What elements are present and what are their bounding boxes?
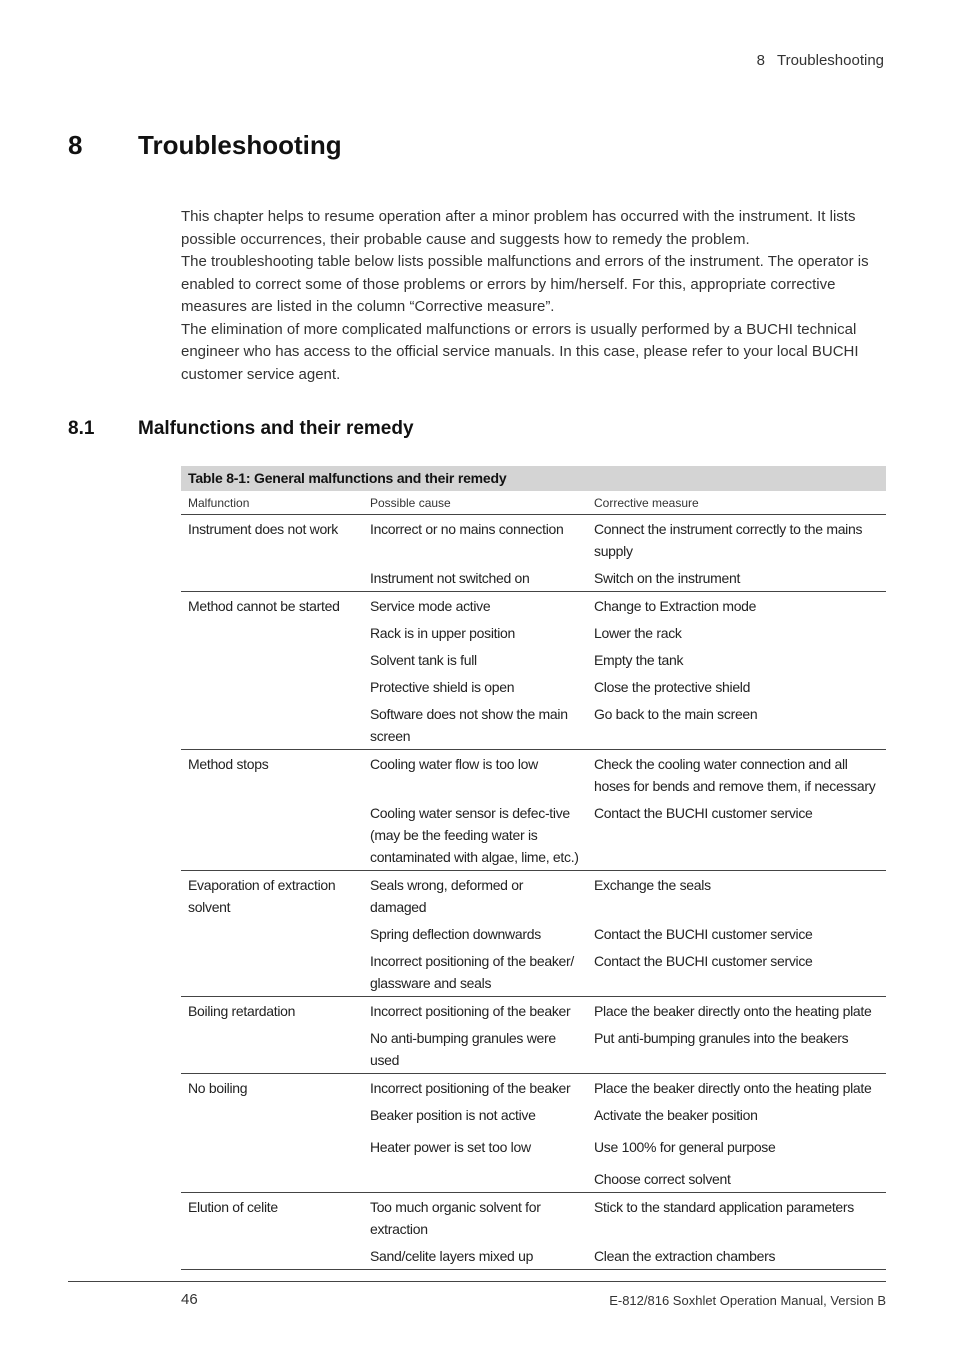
measure-cell: Connect the instrument correctly to the mains supply xyxy=(594,521,863,559)
measure-cell: Choose correct solvent xyxy=(587,1160,886,1193)
measure-cell: Check the cooling water connection and all hoses for bends and remove them, if necessary xyxy=(594,756,876,794)
column-header-possible-cause: Possible cause xyxy=(363,491,587,515)
malfunction-cell xyxy=(181,564,363,592)
measure-cell: Exchange the seals xyxy=(594,877,711,893)
cause-cell xyxy=(363,1160,587,1193)
table-header-row xyxy=(181,491,886,515)
cause-cell: Incorrect or no mains connection xyxy=(370,521,564,537)
intro-text xyxy=(181,206,886,386)
table-row xyxy=(181,673,886,700)
running-header-chapter-title: Troubleshooting xyxy=(776,52,884,69)
malfunction-cell: Evaporation of extraction solvent xyxy=(188,877,336,915)
page-number: 46 xyxy=(181,1291,198,1308)
measure-cell: Close the protective shield xyxy=(594,679,751,695)
cause-cell: Instrument not switched on xyxy=(363,564,587,592)
chapter-number: 8 xyxy=(68,130,83,160)
table-row xyxy=(181,871,886,921)
cause-cell: No anti-bumping granules were used xyxy=(363,1024,587,1074)
running-header-chapter-number: 8 xyxy=(756,52,765,69)
measure-cell: Place the beaker directly onto the heating plate xyxy=(594,1080,872,1096)
table-row xyxy=(181,1193,886,1243)
cause-cell: Rack is in upper position xyxy=(370,625,516,641)
measure-cell: Use 100% for general purpose xyxy=(594,1139,776,1155)
table-row xyxy=(181,700,886,750)
table-row xyxy=(181,947,886,997)
malfunction-cell xyxy=(181,673,363,700)
malfunction-cell: Method cannot be started xyxy=(188,598,340,614)
table-row xyxy=(181,750,886,800)
malfunction-cell xyxy=(181,1024,363,1074)
malfunction-cell xyxy=(181,1101,363,1128)
table-caption: Table 8-1: General malfunctions and their remedy xyxy=(181,466,886,491)
cause-cell: Beaker position is not active xyxy=(370,1107,536,1123)
intro-paragraph: The elimination of more complicated malfunctions or errors is usually performed by a BUCHI technical engineer who has access to the official service manuals. In this case, please refer to your local BUCHI customer service agent. xyxy=(181,320,859,383)
table-row xyxy=(181,619,886,646)
cause-cell: Sand/celite layers mixed up xyxy=(363,1242,587,1270)
measure-cell: Contact the BUCHI customer service xyxy=(587,799,886,871)
measure-cell: Go back to the main screen xyxy=(587,700,886,750)
measure-cell: Put anti-bumping granules into the beakers xyxy=(587,1024,886,1074)
cause-cell: Cooling water flow is too low xyxy=(370,756,538,772)
table-row xyxy=(181,1160,886,1193)
cause-cell: Solvent tank is full xyxy=(370,652,477,668)
malfunction-cell xyxy=(181,1242,363,1270)
table-row xyxy=(181,1128,886,1160)
table-row xyxy=(181,592,886,620)
table-row xyxy=(181,920,886,947)
malfunction-cell xyxy=(181,646,363,673)
column-header-corrective-measure: Corrective measure xyxy=(587,491,886,515)
cause-cell: Protective shield is open xyxy=(370,679,515,695)
footer-divider xyxy=(68,1281,886,1282)
measure-cell: Empty the tank xyxy=(594,652,684,668)
malfunction-cell xyxy=(181,947,363,997)
table-body xyxy=(181,491,886,1270)
measure-cell: Contact the BUCHI customer service xyxy=(587,947,886,997)
malfunction-cell xyxy=(181,920,363,947)
cause-cell: Heater power is set too low xyxy=(370,1139,531,1155)
malfunction-cell: Method stops xyxy=(188,756,269,772)
malfunction-cell: Instrument does not work xyxy=(188,521,338,537)
measure-cell: Change to Extraction mode xyxy=(594,598,757,614)
table-row xyxy=(181,1074,886,1102)
column-header-malfunction: Malfunction xyxy=(181,491,363,515)
measure-cell: Stick to the standard application parameters xyxy=(594,1199,854,1215)
measure-cell: Switch on the instrument xyxy=(587,564,886,592)
cause-cell: Software does not show the main screen xyxy=(363,700,587,750)
malfunction-cell: Boiling retardation xyxy=(188,1003,296,1019)
table-row xyxy=(181,1101,886,1128)
cause-cell: Cooling water sensor is defec-tive (may be the feeding water is contaminated with algae, lime, etc.) xyxy=(363,799,587,871)
intro-paragraph: This chapter helps to resume operation after a minor problem has occurred with the instrument. It lists possible occurrences, their probable cause and suggests how to remedy the problem. xyxy=(181,208,856,248)
cause-cell: Too much organic solvent for extraction xyxy=(370,1199,541,1237)
malfunction-cell xyxy=(181,1160,363,1193)
section-title: Malfunctions and their remedy xyxy=(138,418,414,439)
measure-cell: Clean the extraction chambers xyxy=(587,1242,886,1270)
malfunction-cell xyxy=(181,1128,363,1160)
malfunction-cell: Elution of celite xyxy=(188,1199,278,1215)
table-row xyxy=(181,1024,886,1074)
cause-cell: Incorrect positioning of the beaker xyxy=(370,1080,571,1096)
malfunction-cell xyxy=(181,619,363,646)
table-row xyxy=(181,997,886,1025)
table-row xyxy=(181,1242,886,1270)
malfunctions-table xyxy=(181,466,886,1270)
document-title: E-812/816 Soxhlet Operation Manual, Version B xyxy=(609,1293,886,1308)
section-number: 8.1 xyxy=(68,418,95,439)
table-row xyxy=(181,799,886,871)
running-header xyxy=(757,52,884,69)
chapter-title: Troubleshooting xyxy=(138,130,342,160)
malfunction-cell xyxy=(181,799,363,871)
measure-cell: Activate the beaker position xyxy=(594,1107,758,1123)
measure-cell: Contact the BUCHI customer service xyxy=(594,926,813,942)
cause-cell: Service mode active xyxy=(370,598,491,614)
table-row xyxy=(181,646,886,673)
cause-cell: Seals wrong, deformed or damaged xyxy=(370,877,524,915)
malfunction-cell xyxy=(181,700,363,750)
malfunction-cell: No boiling xyxy=(188,1080,248,1096)
measure-cell: Place the beaker directly onto the heating plate xyxy=(594,1003,872,1019)
table-row xyxy=(181,515,886,565)
cause-cell: Incorrect positioning of the beaker xyxy=(370,1003,571,1019)
measure-cell: Lower the rack xyxy=(594,625,682,641)
cause-cell: Incorrect positioning of the beaker/ glassware and seals xyxy=(363,947,587,997)
intro-paragraph: The troubleshooting table below lists possible malfunctions and errors of the instrument. The operator is enabled to correct some of those problems or errors by him/herself. For this, appropriate corrective measures are listed in the column “Corrective measure”. xyxy=(181,253,869,315)
cause-cell: Spring deflection downwards xyxy=(370,926,541,942)
table-row xyxy=(181,564,886,592)
